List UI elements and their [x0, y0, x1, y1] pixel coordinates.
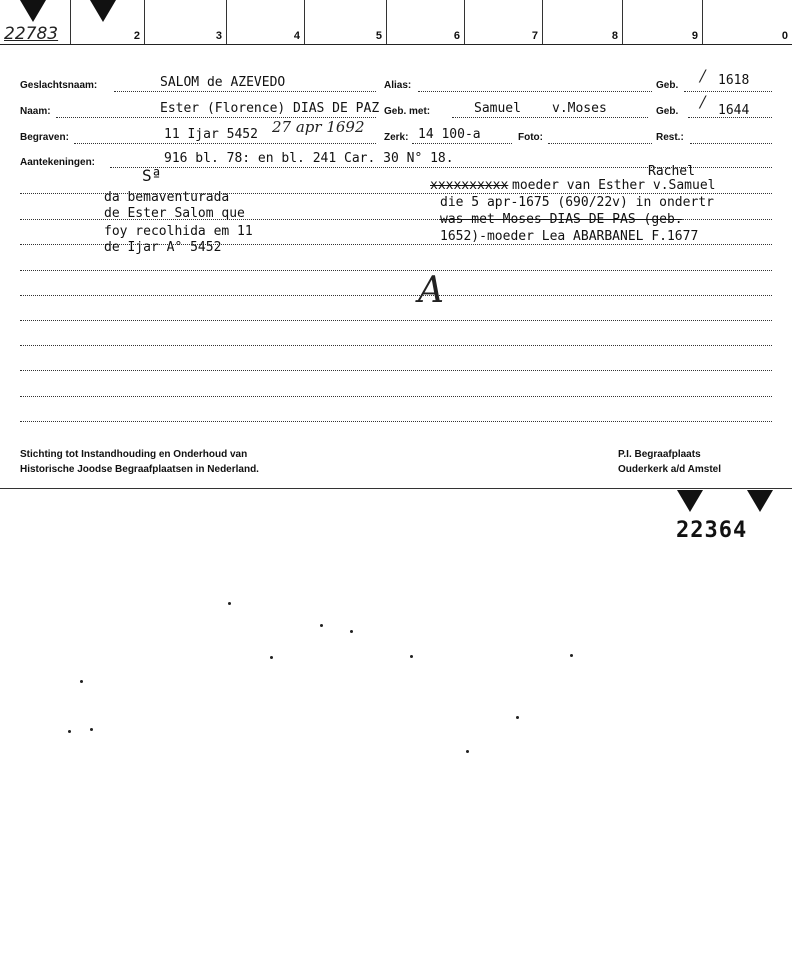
dotted-line — [452, 117, 648, 118]
handwritten-a-mark: A — [418, 270, 444, 311]
scan-speck — [466, 750, 469, 753]
scan-speck — [228, 602, 231, 605]
dotted-line — [20, 396, 772, 397]
scan-speck — [350, 630, 353, 633]
scan-speck — [270, 656, 273, 659]
grid-cell-8: 8 — [542, 0, 623, 44]
dotted-line — [548, 143, 652, 144]
scan-speck — [80, 680, 83, 683]
grid-cell-4: 4 — [226, 0, 305, 44]
note-right-line-1: moeder van Esther v.Samuel — [512, 178, 716, 193]
note-left-line-3: foy recolhida em 11 — [104, 224, 253, 239]
label-geb-1: Geb. — [656, 80, 679, 91]
label-aantekeningen: Aantekeningen: — [20, 157, 96, 168]
value-begraven: 11 Ijar 5452 — [164, 127, 258, 142]
punch-notch-1 — [20, 0, 46, 22]
label-begraven: Begraven: — [20, 132, 69, 143]
label-rest: Rest.: — [656, 132, 684, 143]
card-number-handwritten: 22783 — [4, 24, 59, 44]
label-geb-met: Geb. met: — [384, 106, 431, 117]
punch-notch-2 — [90, 0, 116, 22]
dotted-line — [20, 370, 772, 371]
handwritten-slash-2: / — [700, 92, 706, 111]
value-geslachtsnaam: SALOM de AZEVEDO — [160, 75, 286, 90]
dotted-line — [74, 143, 376, 144]
stamp-number: 22364 — [676, 518, 748, 543]
dotted-line — [20, 320, 772, 321]
footer-cemetery-line-2: Ouderkerk a/d Amstel — [618, 464, 722, 475]
note-left-line-2: de Ester Salom que — [104, 206, 245, 221]
dotted-line — [412, 143, 512, 144]
scan-speck — [90, 728, 93, 731]
value-naam: Ester (Florence) DIAS DE PAZ — [160, 101, 380, 116]
footer-foundation — [20, 447, 259, 477]
dotted-line — [20, 345, 772, 346]
grid-cell-6: 6 — [386, 0, 465, 44]
footer-cemetery-line-1: P.I. Begraafplaats — [618, 449, 701, 460]
footer-foundation-line-1: Stichting tot Instandhouding en Onderhoud van — [20, 449, 248, 460]
value-geb-1: 1618 — [718, 73, 750, 88]
value-geb-met: Samuel — [474, 101, 521, 116]
scan-speck — [410, 655, 413, 658]
grid-cell-9: 9 — [622, 0, 703, 44]
value-geb-met-father: v.Moses — [552, 101, 607, 116]
dotted-line — [114, 91, 376, 92]
scan-speck — [570, 654, 573, 657]
note-left-sa: Sª — [142, 166, 162, 185]
note-left-line-1: da bemaventurada — [104, 190, 230, 205]
value-aantekeningen: 916 bl. 78: en bl. 241 Car. 30 N° 18. — [164, 151, 454, 166]
note-right-rachel: Rachel — [648, 164, 695, 179]
top-number-grid — [0, 0, 792, 45]
dotted-line — [418, 91, 652, 92]
grid-cell-3: 3 — [144, 0, 227, 44]
note-right-struck: xxxxxxxxxx — [430, 178, 509, 193]
label-foto: Foto: — [518, 132, 543, 143]
handwritten-burial-date: 27 apr 1692 — [272, 118, 365, 136]
note-right-line-4: 1652)-moeder Lea ABARBANEL F.1677 — [440, 229, 699, 244]
footer-cemetery — [618, 447, 721, 477]
punch-notch-4 — [747, 490, 773, 512]
footer-foundation-line-2: Historische Joodse Begraafplaatsen in Nederland. — [20, 464, 259, 475]
dotted-line — [20, 270, 772, 271]
handwritten-slash-1: / — [700, 66, 706, 85]
scan-speck — [320, 624, 323, 627]
dotted-line — [20, 295, 772, 296]
dotted-line — [20, 421, 772, 422]
note-left-line-4: de Ijar A° 5452 — [104, 240, 222, 255]
grid-cell-7: 7 — [464, 0, 543, 44]
grid-cell-2: 2 — [70, 0, 145, 44]
card-bottom-edge — [0, 488, 792, 489]
label-geslachtsnaam: Geslachtsnaam: — [20, 80, 98, 91]
grid-cell-0: 0 — [781, 30, 788, 42]
dotted-line — [690, 143, 772, 144]
note-right-line-2: die 5 apr-1675 (690/22v) in ondertr — [440, 195, 714, 210]
label-zerk: Zerk: — [384, 132, 409, 143]
scan-speck — [68, 730, 71, 733]
grid-cell-5: 5 — [304, 0, 387, 44]
label-geb-2: Geb. — [656, 106, 679, 117]
dotted-line — [684, 91, 772, 92]
note-right-line-3: was met Moses DIAS DE PAS (geb. — [440, 212, 683, 227]
scan-speck — [516, 716, 519, 719]
value-geb-2: 1644 — [718, 103, 750, 118]
value-zerk: 14 100-a — [418, 127, 481, 142]
punch-notch-3 — [677, 490, 703, 512]
label-alias: Alias: — [384, 80, 412, 91]
label-naam: Naam: — [20, 106, 51, 117]
